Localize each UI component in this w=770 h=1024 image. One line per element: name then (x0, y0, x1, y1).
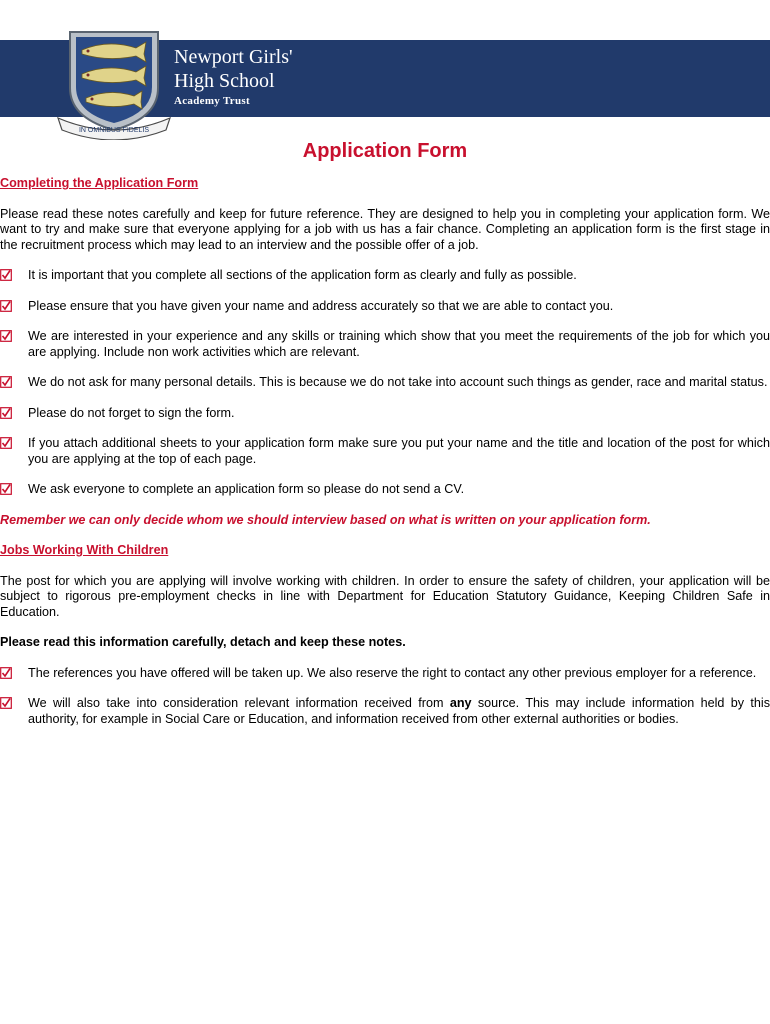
list-item-text: If you attach additional sheets to your application form make sure you put your name and the title and location of the post for which you are applying at the top of each page. (28, 436, 770, 466)
checkbox-tick-icon (0, 300, 12, 312)
school-name-block (174, 45, 293, 107)
list-item (0, 436, 770, 467)
school-name-line1: Newport Girls' (174, 46, 293, 68)
notes-checklist (0, 268, 770, 498)
school-name-line3: Academy Trust (174, 95, 250, 107)
section-heading-children: Jobs Working With Children (0, 543, 169, 557)
checkbox-tick-icon (0, 376, 12, 388)
item-text-emphasis: any (449, 696, 472, 710)
list-item (0, 268, 770, 284)
page-title: Application Form (302, 140, 468, 162)
checkbox-tick-icon (0, 330, 12, 342)
intro-paragraph: Please read these notes carefully and keep for future reference. They are designed to help you in completing your application form. We want to try and make sure that everyone applying for a job with us has a fair chance. Completing an application form is the first stage in the recruitment process which may lead to an interview and the possible offer of a job. (0, 206, 770, 252)
section-heading-completing: Completing the Application Form (0, 176, 199, 190)
list-item (0, 666, 770, 682)
detach-notice: Please read this information carefully, detach and keep these notes. (0, 635, 406, 649)
list-item-text: We do not ask for many personal details. This is because we do not take into account such things as gender, race and marital status. (28, 375, 768, 389)
remember-note: Remember we can only decide whom we should interview based on what is written on your application form. (0, 512, 651, 527)
list-item-text: Please ensure that you have given your name and address accurately so that we are able to contact you. (28, 298, 614, 313)
school-crest-logo (56, 26, 172, 140)
list-item-text: The references you have offered will be taken up. We also reserve the right to contact any other previous employer for a reference. (28, 665, 757, 680)
item-text-before: We will also take into consideration relevant information received from (28, 696, 450, 710)
list-item (0, 375, 770, 391)
list-item (0, 482, 770, 498)
list-item (0, 406, 770, 422)
list-item (0, 696, 770, 727)
item-text-after: source. This may include information held by this authority, for example in Social Care or Education, and information received from other external authorities or bodies. (28, 696, 770, 726)
list-item-text: We are interested in your experience and any skills or training which show that you meet the requirements of the job for which you are applying. Include non work activities which are relevant. (28, 329, 770, 359)
list-item-text: We ask everyone to complete an application form so please do not send a CV. (28, 482, 465, 496)
school-name-line2: High School (174, 70, 275, 92)
list-item (0, 329, 770, 360)
children-intro-paragraph: The post for which you are applying will involve working with children. In order to ensure the safety of children, your application will be subject to rigorous pre-employment checks in line with Department for Education Statutory Guidance, Keeping Children Safe in Education. (0, 573, 770, 619)
checkbox-tick-icon (0, 269, 12, 281)
list-item (0, 299, 770, 315)
checkbox-tick-icon (0, 483, 12, 495)
checkbox-tick-icon (0, 437, 12, 449)
list-item-text (28, 696, 770, 726)
document-body (0, 176, 770, 727)
checkbox-tick-icon (0, 697, 12, 709)
crest-motto: IN OMNIBUS FIDELIS (78, 127, 150, 134)
list-item-text: Please do not forget to sign the form. (28, 405, 235, 420)
checkbox-tick-icon (0, 407, 12, 419)
list-item-text: It is important that you complete all sections of the application form as clearly and fully as possible. (28, 268, 577, 282)
children-checklist (0, 666, 770, 728)
checkbox-tick-icon (0, 667, 12, 679)
